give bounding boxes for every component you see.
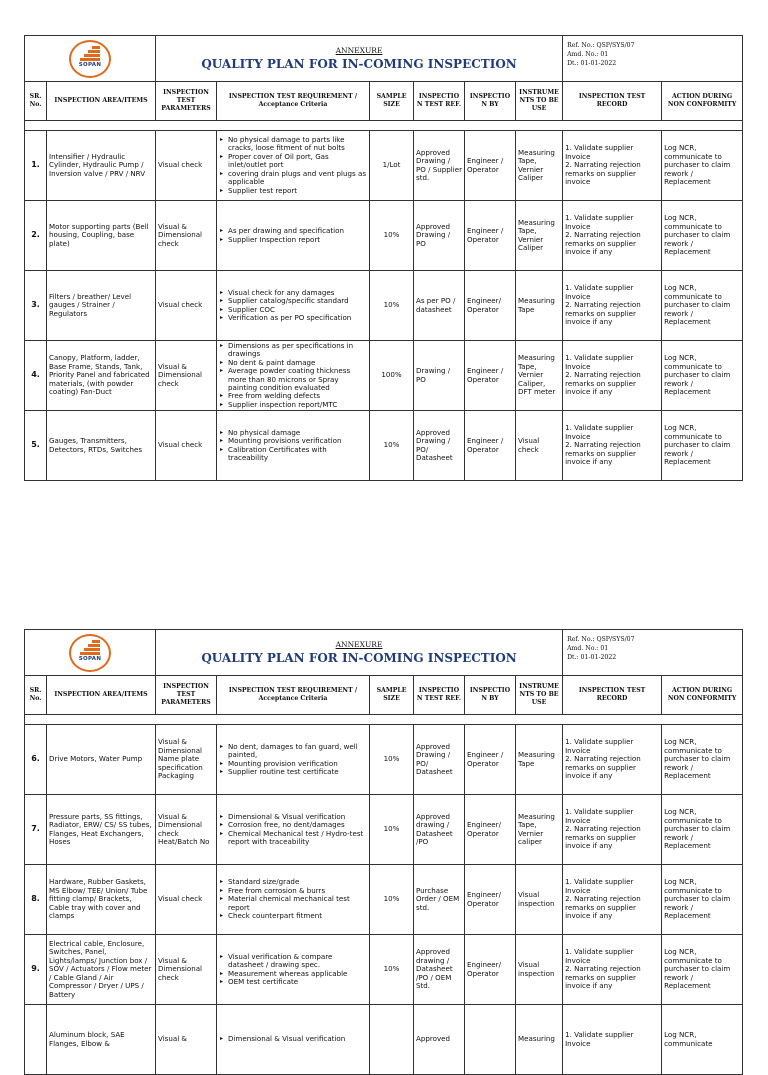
inspection-by-cell: Engineer / Operator [465, 725, 516, 795]
requirements-cell [217, 865, 370, 935]
table-row [25, 865, 743, 935]
sample-size-cell: 1/Lot [370, 131, 414, 201]
requirement-item: ▸ Mounting provision verification [228, 760, 367, 768]
non-conformity-action-cell: Log NCR, communicate to purchaser to claim rework / Replacement [662, 725, 743, 795]
table-row [25, 131, 743, 201]
test-record-cell [563, 341, 662, 411]
col-sr: SR. No. [25, 82, 47, 121]
instruments-cell: Measuring Tape, Vernier Caliper [516, 131, 563, 201]
test-parameters-cell: Visual & Dimensional check [156, 935, 217, 1005]
inspection-by-cell: Engineer / Operator [465, 131, 516, 201]
test-ref-cell: Approved drawing / Datasheet /PO / OEM Std. [414, 935, 465, 1005]
inspection-by-cell: Engineer/ Operator [465, 865, 516, 935]
record-item: 1. Validate supplier Invoice [565, 947, 634, 965]
column-header-row [25, 676, 743, 715]
col-requirements: INSPECTION TEST REQUIREMENT / Acceptance Criteria [217, 676, 370, 715]
table-row [25, 411, 743, 481]
test-record-cell [563, 271, 662, 341]
requirement-item: ▸ Supplier Inspection report [228, 236, 367, 244]
document-page-2 [24, 629, 742, 1048]
record-item: 1. Validate supplier Invoice [565, 877, 634, 895]
requirements-cell [217, 411, 370, 481]
instruments-cell: Measuring [516, 1005, 563, 1075]
page-title: QUALITY PLAN FOR IN-COMING INSPECTION [201, 57, 517, 71]
title-cell [156, 630, 563, 676]
col-record: INSPECTION TEST RECORD [563, 676, 662, 715]
requirement-item: ▸ Standard size/grade [228, 878, 367, 886]
instruments-cell: Visual inspection [516, 935, 563, 1005]
col-instruments: INSTRUME NTS TO BE USE [516, 82, 563, 121]
inspection-area-cell: Canopy, Platform, ladder, Base Frame, Stands, Tank, Priority Panel and fabricated materials, (with powder coating) Fan-Duct [47, 341, 156, 411]
record-item: 2. Narrating rejection remarks on supplier invoice if any [565, 300, 641, 327]
record-item: 1. Validate supplier Invoice [565, 353, 634, 371]
instruments-cell: Measuring Tape [516, 725, 563, 795]
sample-size-cell: 10% [370, 935, 414, 1005]
requirement-item: ▸ As per drawing and specification [228, 227, 367, 235]
record-item: 2. Narrating rejection remarks on supplier invoice if any [565, 824, 641, 851]
table-row [25, 341, 743, 411]
logo-cell [25, 630, 156, 676]
record-item: 2. Narrating rejection remarks on supplier invoice [565, 160, 641, 187]
doc-date: Dt.: 01-01-2022 [567, 654, 617, 661]
test-record-cell [563, 1005, 662, 1075]
sr-number-cell [25, 1005, 47, 1075]
test-parameters-cell: Visual check [156, 271, 217, 341]
non-conformity-action-cell: Log NCR, communicate to purchaser to claim rework / Replacement [662, 795, 743, 865]
document-page-1 [24, 35, 742, 481]
quality-plan-table [24, 629, 743, 1075]
col-by: INSPECTIO N BY [465, 676, 516, 715]
col-action: ACTION DURING NON CONFORMITY [662, 676, 743, 715]
requirement-item: ▸ Supplier test report [228, 187, 367, 195]
requirement-item: ▸ Supplier COC [228, 306, 367, 314]
record-item: Invoice [565, 1038, 591, 1048]
inspection-area-cell: Motor supporting parts (Bell housing, Coupling, base plate) [47, 201, 156, 271]
page-title: QUALITY PLAN FOR IN-COMING INSPECTION [201, 651, 517, 665]
test-ref-cell: Drawing / PO [414, 341, 465, 411]
sr-number-cell: 2. [25, 201, 47, 271]
requirements-cell [217, 201, 370, 271]
requirement-item: ▸ No physical damage [228, 429, 367, 437]
record-item: 2. Narrating rejection remarks on supplier invoice if any [565, 230, 641, 257]
record-item: 1. Validate supplier [565, 1030, 634, 1040]
logo-text: SOPAN [78, 655, 102, 662]
inspection-area-cell: Intensifier / Hydraulic Cylinder, Hydraulic Pump / Inversion valve / PRV / NRV [47, 131, 156, 201]
requirement-item: ▸ Corrosion free, no dent/damages [228, 821, 367, 829]
requirement-item: ▸ OEM test certificate [228, 978, 367, 986]
instruments-cell: Measuring Tape, Vernier Caliper, DFT meter [516, 341, 563, 411]
doc-date: Dt.: 01-01-2022 [567, 60, 617, 67]
test-ref-cell: Approved Drawing / PO/ Datasheet [414, 411, 465, 481]
requirement-item: ▸ Free from corrosion & burrs [228, 887, 367, 895]
inspection-area-cell: Pressure parts, SS fittings, Radiator, ERW/ CS/ SS tubes, Flanges, Heat Exchangers, Hoses [47, 795, 156, 865]
record-item: 2. Narrating rejection remarks on supplier invoice if any [565, 370, 641, 397]
requirement-item: ▸ Dimensions as per specifications in drawings [228, 342, 367, 359]
column-header-row [25, 82, 743, 121]
requirement-item: ▸ Proper cover of Oil port, Gas inlet/outlet port [228, 153, 367, 170]
requirement-item: ▸ Free from welding defects [228, 392, 367, 400]
requirements-cell [217, 795, 370, 865]
requirements-cell [217, 725, 370, 795]
col-sample: SAMPLE SIZE [370, 676, 414, 715]
inspection-by-cell [465, 1005, 516, 1075]
record-item: 2. Narrating rejection remarks on supplier invoice if any [565, 440, 641, 467]
requirements-cell [217, 131, 370, 201]
header-row [25, 630, 743, 676]
col-ref: INSPECTIO N TEST REF. [414, 82, 465, 121]
non-conformity-action-cell: Log NCR, communicate to purchaser to claim rework / Replacement [662, 131, 743, 201]
table-row [25, 271, 743, 341]
requirements-cell [217, 1005, 370, 1075]
inspection-area-cell: Drive Motors, Water Pump [47, 725, 156, 795]
amd-no: Amd. No.: 01 [567, 645, 609, 652]
sr-number-cell: 3. [25, 271, 47, 341]
ref-no: Ref. No.: QSP/SYS/07 [567, 636, 635, 643]
requirement-item: ▸ Material chemical mechanical test report [228, 895, 367, 912]
col-ref: INSPECTIO N TEST REF. [414, 676, 465, 715]
ref-cell [563, 36, 743, 82]
col-instruments: INSTRUME NTS TO BE USE [516, 676, 563, 715]
requirement-item: ▸ Dimensional & Visual verification [228, 1035, 367, 1043]
instruments-cell: Measuring Tape, Vernier Caliper [516, 201, 563, 271]
non-conformity-action-cell: Log NCR, communicate to purchaser to claim rework / Replacement [662, 201, 743, 271]
sample-size-cell [370, 1005, 414, 1075]
test-record-cell [563, 131, 662, 201]
test-parameters-cell: Visual & Dimensional check [156, 201, 217, 271]
inspection-by-cell: Engineer/ Operator [465, 795, 516, 865]
sr-number-cell: 1. [25, 131, 47, 201]
record-item: 1. Validate supplier Invoice [565, 283, 634, 301]
test-ref-cell: As per PO / datasheet [414, 271, 465, 341]
stairs-icon [80, 46, 100, 60]
inspection-area-cell: Aluminum block, SAE Flanges, Elbow & [47, 1005, 156, 1075]
inspection-by-cell: Engineer/ Operator [465, 271, 516, 341]
ref-no: Ref. No.: QSP/SYS/07 [567, 42, 635, 49]
table-row [25, 201, 743, 271]
test-record-cell [563, 201, 662, 271]
logo-cell [25, 36, 156, 82]
sample-size-cell: 10% [370, 865, 414, 935]
annexure-label: ANNEXURE [335, 46, 383, 55]
sample-size-cell: 100% [370, 341, 414, 411]
sr-number-cell: 7. [25, 795, 47, 865]
record-item: 1. Validate supplier Invoice [565, 213, 634, 231]
instruments-cell: Visual inspection [516, 865, 563, 935]
table-row [25, 795, 743, 865]
test-parameters-cell: Visual check [156, 865, 217, 935]
annexure-label: ANNEXURE [335, 640, 383, 649]
record-item: 1. Validate supplier Invoice [565, 737, 634, 755]
instruments-cell: Measuring Tape [516, 271, 563, 341]
non-conformity-action-cell: Log NCR, communicate to purchaser to claim rework / Replacement [662, 411, 743, 481]
stairs-icon [80, 640, 100, 654]
requirement-item: ▸ No dent, damages to fan guard, well painted, [228, 743, 367, 760]
title-cell [156, 36, 563, 82]
sr-number-cell: 9. [25, 935, 47, 1005]
record-item: 1. Validate supplier Invoice [565, 423, 634, 441]
sopan-logo [69, 40, 111, 78]
inspection-area-cell: Hardware, Rubber Gaskets, MS Elbow/ TEE/ Union/ Tube fitting clamp/ Brackets, Cable tray with cover and clamps [47, 865, 156, 935]
test-ref-cell: Approved Drawing / PO / Supplier std. [414, 131, 465, 201]
requirement-item: ▸ Check counterpart fitment [228, 912, 367, 920]
sr-number-cell: 6. [25, 725, 47, 795]
logo-text: SOPAN [78, 61, 102, 68]
requirement-item: ▸ Dimensional & Visual verification [228, 813, 367, 821]
sr-number-cell: 5. [25, 411, 47, 481]
col-by: INSPECTIO N BY [465, 82, 516, 121]
test-record-cell [563, 411, 662, 481]
col-action: ACTION DURING NON CONFORMITY [662, 82, 743, 121]
sr-number-cell: 8. [25, 865, 47, 935]
instruments-cell: Measuring Tape, Vernier caliper [516, 795, 563, 865]
test-parameters-cell: Visual & Dimensional Name plate specification Packaging [156, 725, 217, 795]
record-item: 2. Narrating rejection remarks on supplier invoice if any [565, 754, 641, 781]
col-area: INSPECTION AREA/ITEMS [47, 82, 156, 121]
requirement-item: ▸ covering drain plugs and vent plugs as applicable [228, 170, 367, 187]
sample-size-cell: 10% [370, 201, 414, 271]
requirement-item: ▸ Visual verification & compare datasheet / drawing spec. [228, 953, 367, 970]
non-conformity-action-cell: Log NCR, communicate to purchaser to claim rework / Replacement [662, 341, 743, 411]
test-parameters-cell: Visual check [156, 131, 217, 201]
inspection-by-cell: Engineer / Operator [465, 411, 516, 481]
sopan-logo [69, 634, 111, 672]
requirement-item: ▸ Average powder coating thickness more than 80 microns or Spray painting condition evaluated [228, 367, 367, 392]
test-ref-cell: Approved Drawing / PO/ Datasheet [414, 725, 465, 795]
record-item: 1. Validate supplier Invoice [565, 807, 634, 825]
col-params: INSPECTION TEST PARAMETERS [156, 82, 217, 121]
table-row [25, 725, 743, 795]
sr-number-cell: 4. [25, 341, 47, 411]
non-conformity-action-cell: Log NCR, communicate to purchaser to claim rework / Replacement [662, 865, 743, 935]
requirement-item: ▸ Supplier catalog/specific standard [228, 297, 367, 305]
requirements-cell [217, 271, 370, 341]
requirement-item: ▸ Mounting provisions verification [228, 437, 367, 445]
table-body [25, 131, 743, 481]
requirement-item: ▸ Visual check for any damages [228, 289, 367, 297]
test-record-cell [563, 795, 662, 865]
requirement-item: ▸ No physical damage to parts like cracks, loose fitment of nut bolts [228, 136, 367, 153]
test-parameters-cell: Visual & Dimensional check [156, 341, 217, 411]
test-parameters-cell: Visual & [156, 1005, 217, 1075]
col-sample: SAMPLE SIZE [370, 82, 414, 121]
test-record-cell [563, 935, 662, 1005]
test-ref-cell: Approved [414, 1005, 465, 1075]
table-row [25, 1005, 743, 1075]
table-row [25, 935, 743, 1005]
col-area: INSPECTION AREA/ITEMS [47, 676, 156, 715]
test-record-cell [563, 865, 662, 935]
requirement-item: ▸ Verification as per PO specification [228, 314, 367, 322]
col-record: INSPECTION TEST RECORD [563, 82, 662, 121]
test-record-cell [563, 725, 662, 795]
sample-size-cell: 10% [370, 271, 414, 341]
non-conformity-action-cell: Log NCR, communicate [662, 1005, 743, 1075]
inspection-area-cell: Electrical cable, Enclosure, Switches, Panel, Lights/lamps/ Junction box / SOV / Actuators / Flow meter / Cable Gland / Air Compressor / Dryer / UPS / Battery [47, 935, 156, 1005]
requirements-cell [217, 935, 370, 1005]
inspection-area-cell: Gauges, Transmitters, Detectors, RTDs, Switches [47, 411, 156, 481]
non-conformity-action-cell: Log NCR, communicate to purchaser to claim rework / Replacement [662, 935, 743, 1005]
record-item: 2. Narrating rejection remarks on supplier invoice if any [565, 894, 641, 921]
requirement-item: ▸ Measurement whereas applicable [228, 970, 367, 978]
col-requirements: INSPECTION TEST REQUIREMENT / Acceptance Criteria [217, 82, 370, 121]
requirement-item: ▸ Chemical Mechanical test / Hydro-test report with traceability [228, 830, 367, 847]
amd-no: Amd. No.: 01 [567, 51, 609, 58]
test-parameters-cell: Visual & Dimensional check Heat/Batch No [156, 795, 217, 865]
non-conformity-action-cell: Log NCR, communicate to purchaser to claim rework / Replacement [662, 271, 743, 341]
sample-size-cell: 10% [370, 795, 414, 865]
instruments-cell: Visual check [516, 411, 563, 481]
header-row [25, 36, 743, 82]
record-item: 1. Validate supplier Invoice [565, 143, 634, 161]
col-sr: SR. No. [25, 676, 47, 715]
requirement-item: ▸ Supplier inspection report/MTC [228, 401, 367, 409]
ref-cell [563, 630, 743, 676]
sample-size-cell: 10% [370, 725, 414, 795]
table-body [25, 725, 743, 1075]
requirement-item: ▸ Calibration Certificates with traceability [228, 446, 367, 463]
quality-plan-table [24, 35, 743, 481]
test-ref-cell: Approved Drawing / PO [414, 201, 465, 271]
col-params: INSPECTION TEST PARAMETERS [156, 676, 217, 715]
test-ref-cell: Purchase Order / OEM std. [414, 865, 465, 935]
requirements-cell [217, 341, 370, 411]
inspection-by-cell: Engineer / Operator [465, 201, 516, 271]
record-item: 2. Narrating rejection remarks on supplier invoice if any [565, 964, 641, 991]
inspection-area-cell: Filters / breather/ Level gauges / Strainer / Regulators [47, 271, 156, 341]
inspection-by-cell: Engineer / Operator [465, 341, 516, 411]
test-parameters-cell: Visual check [156, 411, 217, 481]
inspection-by-cell: Engineer/ Operator [465, 935, 516, 1005]
requirement-item: ▸ No dent & paint damage [228, 359, 367, 367]
sample-size-cell: 10% [370, 411, 414, 481]
test-ref-cell: Approved drawing / Datasheet /PO [414, 795, 465, 865]
requirement-item: ▸ Supplier routine test certificate [228, 768, 367, 776]
